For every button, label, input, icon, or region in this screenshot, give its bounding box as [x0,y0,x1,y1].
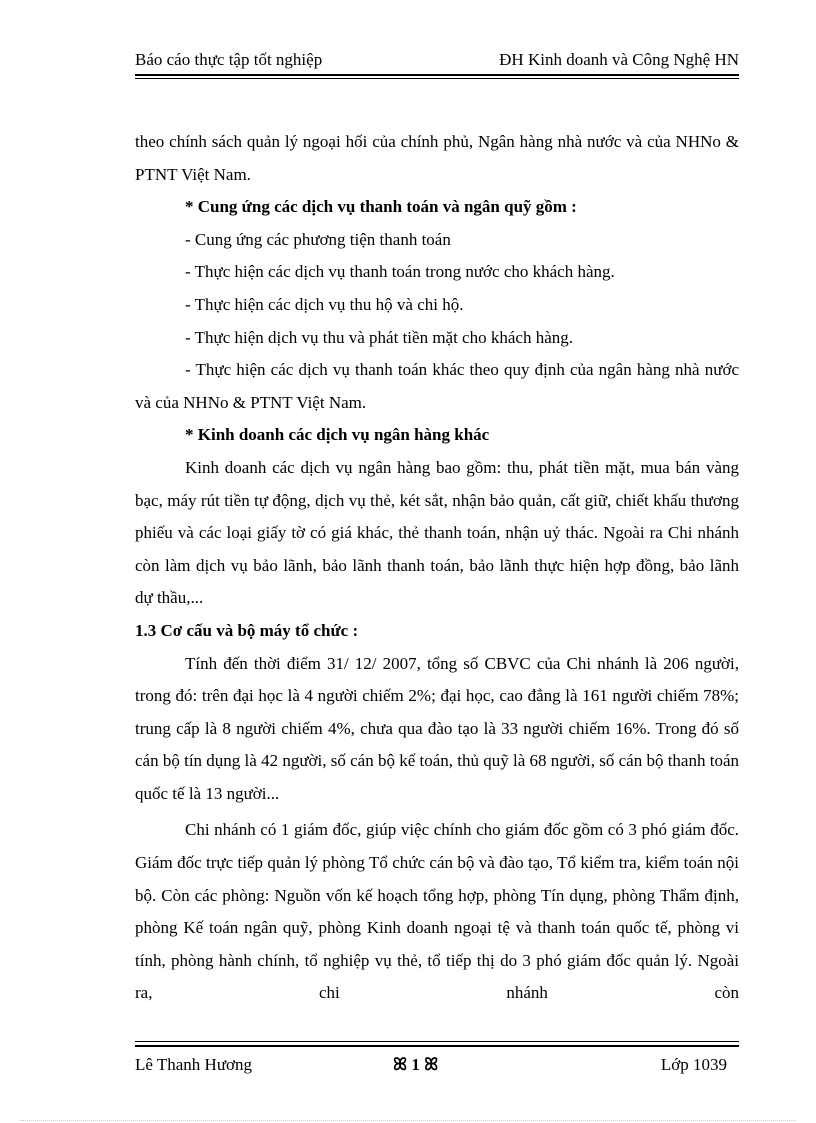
header-university: ĐH Kinh doanh và Công Nghệ HN [499,50,739,69]
bullet-payment-means: - Cung ứng các phương tiện thanh toán [185,229,451,249]
footer-author: Lê Thanh Hương [135,1055,253,1074]
document-body [135,126,739,1010]
bullet-domestic-payment: - Thực hiện các dịch vụ thanh toán trong nước cho khách hàng. [185,262,615,282]
footer-rule-thick [135,1045,739,1047]
paragraph-foreign-exchange: theo chính sách quản lý ngoại hối của chính phủ, Ngân hàng nhà nước và của NHNo & PTNT Việt Nam. [135,132,739,184]
bullet-other-payment: - Thực hiện các dịch vụ thanh toán khác theo quy định của ngân hàng nhà nước và của NHNo & PTNT Việt Nam. [135,360,739,412]
header-report-title: Báo cáo thực tập tốt nghiệp [135,50,323,69]
footer-rule-thin [135,1041,739,1042]
heading-payment-services: * Cung ứng các dịch vụ thanh toán và ngân quỹ gồm : [185,197,577,217]
page-footer [135,1052,739,1078]
bullet-collection: - Thực hiện các dịch vụ thu hộ và chi hộ. [185,294,464,314]
paragraph-management-structure: Chi nhánh có 1 giám đốc, giúp việc chính cho giám đốc gồm có 3 phó giám đốc. Giám đốc trực tiếp quản lý phòng Tổ chức cán bộ và đào tạo, Tổ kiểm tra, kiểm toán nội bộ. Còn các phòng: Nguồn vốn kế hoạch tổng hợp, phòng Tín dụng, phòng Thẩm định, phòng Kế toán ngân quỹ, phòng Kinh doanh ngoại tệ và thanh toán quốc tế, phòng vi tính, phòng hành chính, tổ nghiệp vụ thẻ, tổ tiếp thị do 3 phó giám đốc quản lý. Ngoài ra, chi nhánh còn [135,820,739,1003]
paragraph-staff-statistics: Tính đến thời điểm 31/ 12/ 2007, tổng số CBVC của Chi nhánh là 206 người, trong đó: trên đại học là 4 người chiếm 2%; đại học, cao đẳng là 161 người chiếm 78%; trung cấp là 8 người chiếm 4%, chưa qua đào tạo là 33 người chiếm 16%. Trong đó số cán bộ tín dụng là 42 người, số cán bộ kế toán, thủ quỹ là 68 người, số cán bộ thanh toán quốc tế là 13 người... [135,653,739,803]
footer-class: Lớp 1039 [660,1055,727,1074]
footer-page-number: ꕤ 1 ꕤ [393,1055,439,1074]
heading-other-services: * Kinh doanh các dịch vụ ngân hàng khác [185,425,490,445]
header-rule-thick [135,74,739,76]
header-rule-thin [135,78,739,79]
page-bottom-divider [20,1120,796,1121]
page-header [135,48,739,72]
paragraph-other-services: Kinh doanh các dịch vụ ngân hàng bao gồm: thu, phát tiền mặt, mua bán vàng bạc, máy rút tiền tự động, dịch vụ thẻ, két sắt, nhận bảo quản, cất giữ, chiết khấu thương phiếu và các loại giấy tờ có giá khác, thẻ thanh toán, nhận uỷ thác. Ngoài ra Chi nhánh còn làm dịch vụ bảo lãnh, bảo lãnh thanh toán, bảo lãnh thực hiện hợp đồng, bảo lãnh dự thầu,... [135,457,739,608]
bullet-cash-services: - Thực hiện dịch vụ thu và phát tiền mặt cho khách hàng. [185,327,573,347]
section-title-organization: 1.3 Cơ cấu và bộ máy tổ chức : [135,620,359,640]
